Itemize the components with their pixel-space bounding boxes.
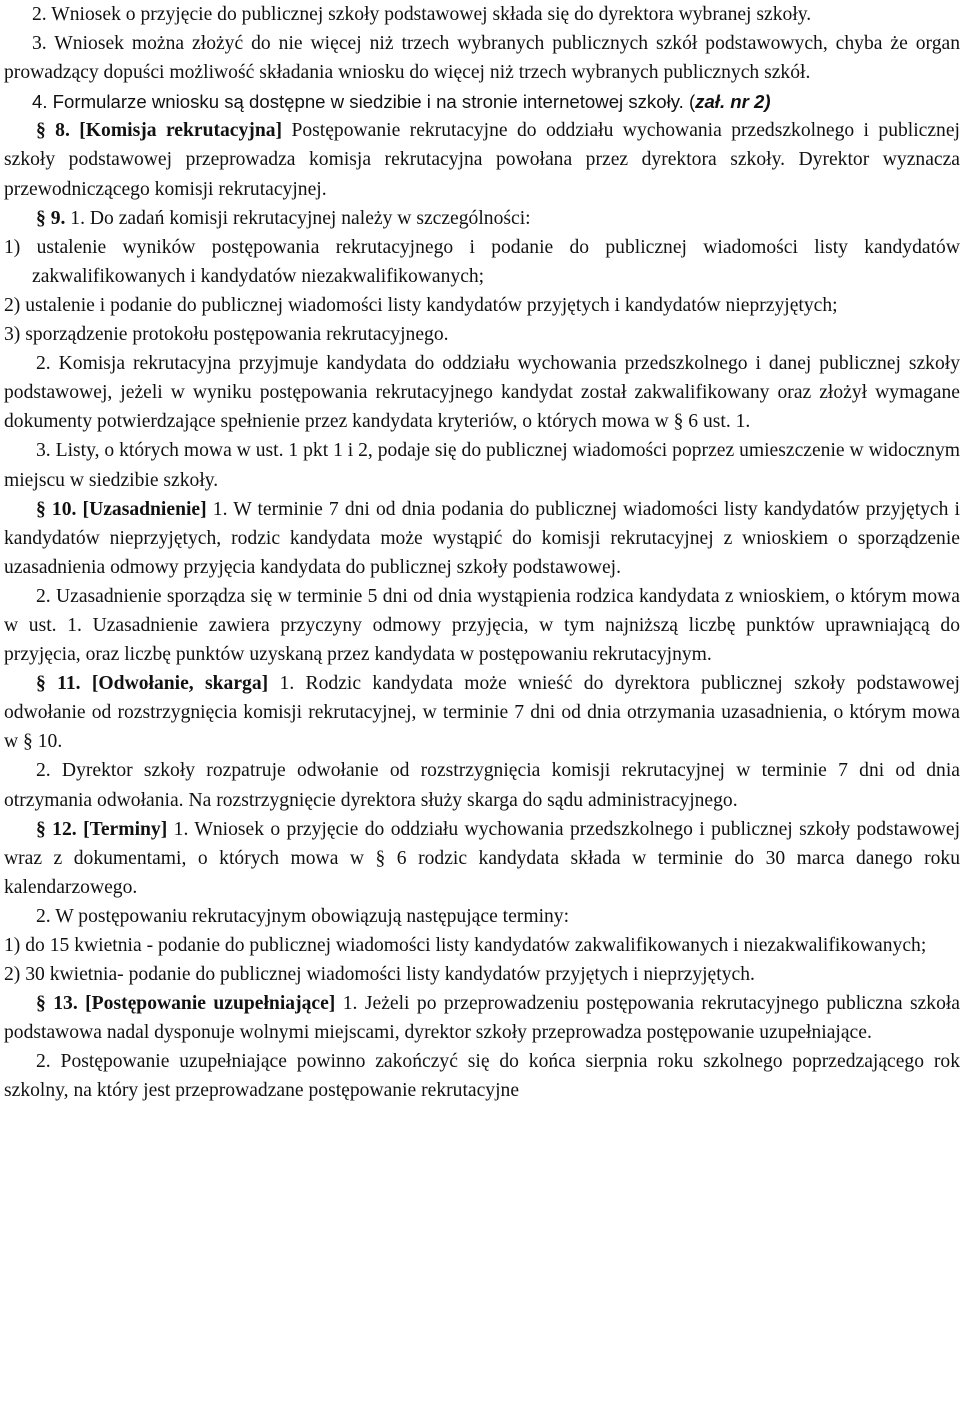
section-12	[4, 815, 960, 902]
section-title: [Uzasadnienie]	[82, 498, 207, 520]
attachment-reference: zał. nr 2)	[695, 91, 771, 113]
paragraph-4	[4, 87, 960, 116]
section-12-paragraph-2: 2. W postępowaniu rekrutacyjnym obowiązują następujące terminy:	[36, 905, 570, 927]
paragraph-2	[4, 0, 960, 29]
section-number: § 8.	[36, 120, 70, 142]
section-13-paragraph-2: 2. Postępowanie uzupełniające powinno zakończyć się do końca sierpnia roku szkolnego poprzedzającego rok szkolny, na który jest przeprowadzane postępowanie rekrutacyjne	[4, 1051, 960, 1102]
section-text: 1. Do zadań komisji rekrutacyjnej należy w szczególności:	[70, 207, 531, 229]
paragraph-text: 2. Wniosek o przyjęcie do publicznej szkoły podstawowej składa się do dyrektora wybranej szkoły.	[32, 4, 812, 25]
list-item: 1) ustalenie wyników postępowania rekrutacyjnego i podanie do publicznej wiadomości listy kandydatów zakwalifikowanych i kandydatów niezakwalifikowanych;	[4, 236, 960, 287]
section-text: Postępowanie rekrutacyjne do oddziału wychowania przedszkolnego i publicznej szkoły podstawowej przeprowadza komisja rekrutacyjna powołana przez dyrektora szkoły. Dyrektor wyznacza przewodniczącego komisji rekrutacyjnej.	[4, 120, 960, 200]
paragraph-text: 4. Formularze wniosku są dostępne w siedzibie i na stronie internetowej szkoły. (	[32, 91, 696, 113]
section-11-paragraph-2: 2. Dyrektor szkoły rozpatruje odwołanie od rozstrzygnięcia komisji rekrutacyjnej w terminie 7 dni od dnia otrzymania odwołania. Na rozstrzygnięcie dyrektora służy skarga do sądu administracyjnego.	[4, 760, 960, 811]
section-8	[4, 116, 960, 203]
section-10-paragraph-2: 2. Uzasadnienie sporządza się w terminie 5 dni od dnia wystąpienia rodzica kandydata z wnioskiem, o którym mowa w ust. 1. Uzasadnienie zawiera przyczyny odmowy przyjęcia, w tym najniższą liczbę punktów uprawniającą do przyjęcia, oraz liczbę punktów uzyskaną przez kandydata w postępowaniu rekrutacyjnym.	[4, 585, 960, 666]
section-title: [Postępowanie uzupełniające]	[85, 993, 336, 1015]
list-item: 1) do 15 kwietnia - podanie do publicznej wiadomości listy kandydatów zakwalifikowanych i niezakwalifikowanych;	[4, 935, 927, 956]
section-11	[4, 669, 960, 756]
section-number: § 12.	[36, 818, 77, 840]
section-9-paragraph-3: 3. Listy, o których mowa w ust. 1 pkt 1 i 2, podaje się do publicznej wiadomości poprzez umieszczenie w widocznym miejscu w siedzibie szkoły.	[4, 440, 960, 491]
section-text: 1. W terminie 7 dni od dnia podania do publicznej wiadomości listy kandydatów przyjętych i kandydatów nieprzyjętych, rodzic kandydata może wystąpić do komisji rekrutacyjnej z wnioskiem o sporządzenie uzasadnienia odmowy przyjęcia kandydata do publicznej szkoły podstawowej.	[4, 498, 960, 578]
list-item: 3) sporządzenie protokołu postępowania rekrutacyjnego.	[4, 324, 449, 346]
section-number: § 9.	[36, 207, 66, 229]
list-item: 2) ustalenie i podanie do publicznej wiadomości listy kandydatów przyjętych i kandydatów nieprzyjętych;	[4, 294, 838, 316]
section-9-paragraph-2: 2. Komisja rekrutacyjna przyjmuje kandydata do oddziału wychowania przedszkolnego i danej publicznej szkoły podstawowej, jeżeli w wyniku postępowania rekrutacyjnego kandydat został zakwalifikowany oraz złożył wymagane dokumenty potwierdzające spełnienie przez kandydata kryteriów, o których mowa w § 6 ust. 1.	[4, 353, 960, 433]
section-title: [Terminy]	[83, 818, 168, 840]
section-number: § 10.	[36, 498, 77, 520]
section-title: [Komisja rekrutacyjna]	[79, 120, 283, 142]
section-text: 1. Rodzic kandydata może wnieść do dyrektora publicznej szkoły podstawowej odwołanie od rozstrzygnięcia komisji rekrutacyjnej, w terminie 7 dni od dnia otrzymania uzasadnienia, o którym mowa w § 10.	[4, 673, 960, 753]
section-text: 1. Wniosek o przyjęcie do oddziału wychowania przedszkolnego i publicznej szkoły podstawowej wraz z dokumentami, o których mowa w § 6 rodzic kandydata składa w terminie do 30 marca danego roku kalendarzowego.	[4, 818, 960, 898]
section-13	[4, 989, 960, 1047]
paragraph-3	[4, 29, 960, 87]
section-9	[4, 204, 960, 233]
paragraph-text: 3. Wniosek można złożyć do nie więcej niż trzech wybranych publicznych szkół podstawowych, chyba że organ prowadzący dopuści możliwość składania wniosku do więcej niż trzech wybranych publicznych szkół.	[4, 33, 960, 84]
section-number: § 13.	[36, 993, 78, 1015]
section-10	[4, 495, 960, 582]
section-text: 1. Jeżeli po przeprowadzeniu postępowania rekrutacyjnego publiczna szkoła podstawowa nadal dysponuje wolnymi miejscami, dyrektor szkoły przeprowadza postępowanie uzupełniające.	[4, 993, 960, 1044]
section-number: § 11.	[36, 673, 81, 695]
section-title: [Odwołanie, skarga]	[91, 673, 269, 695]
list-item: 2) 30 kwietnia- podanie do publicznej wiadomości listy kandydatów przyjętych i nieprzyjętych.	[4, 964, 755, 986]
